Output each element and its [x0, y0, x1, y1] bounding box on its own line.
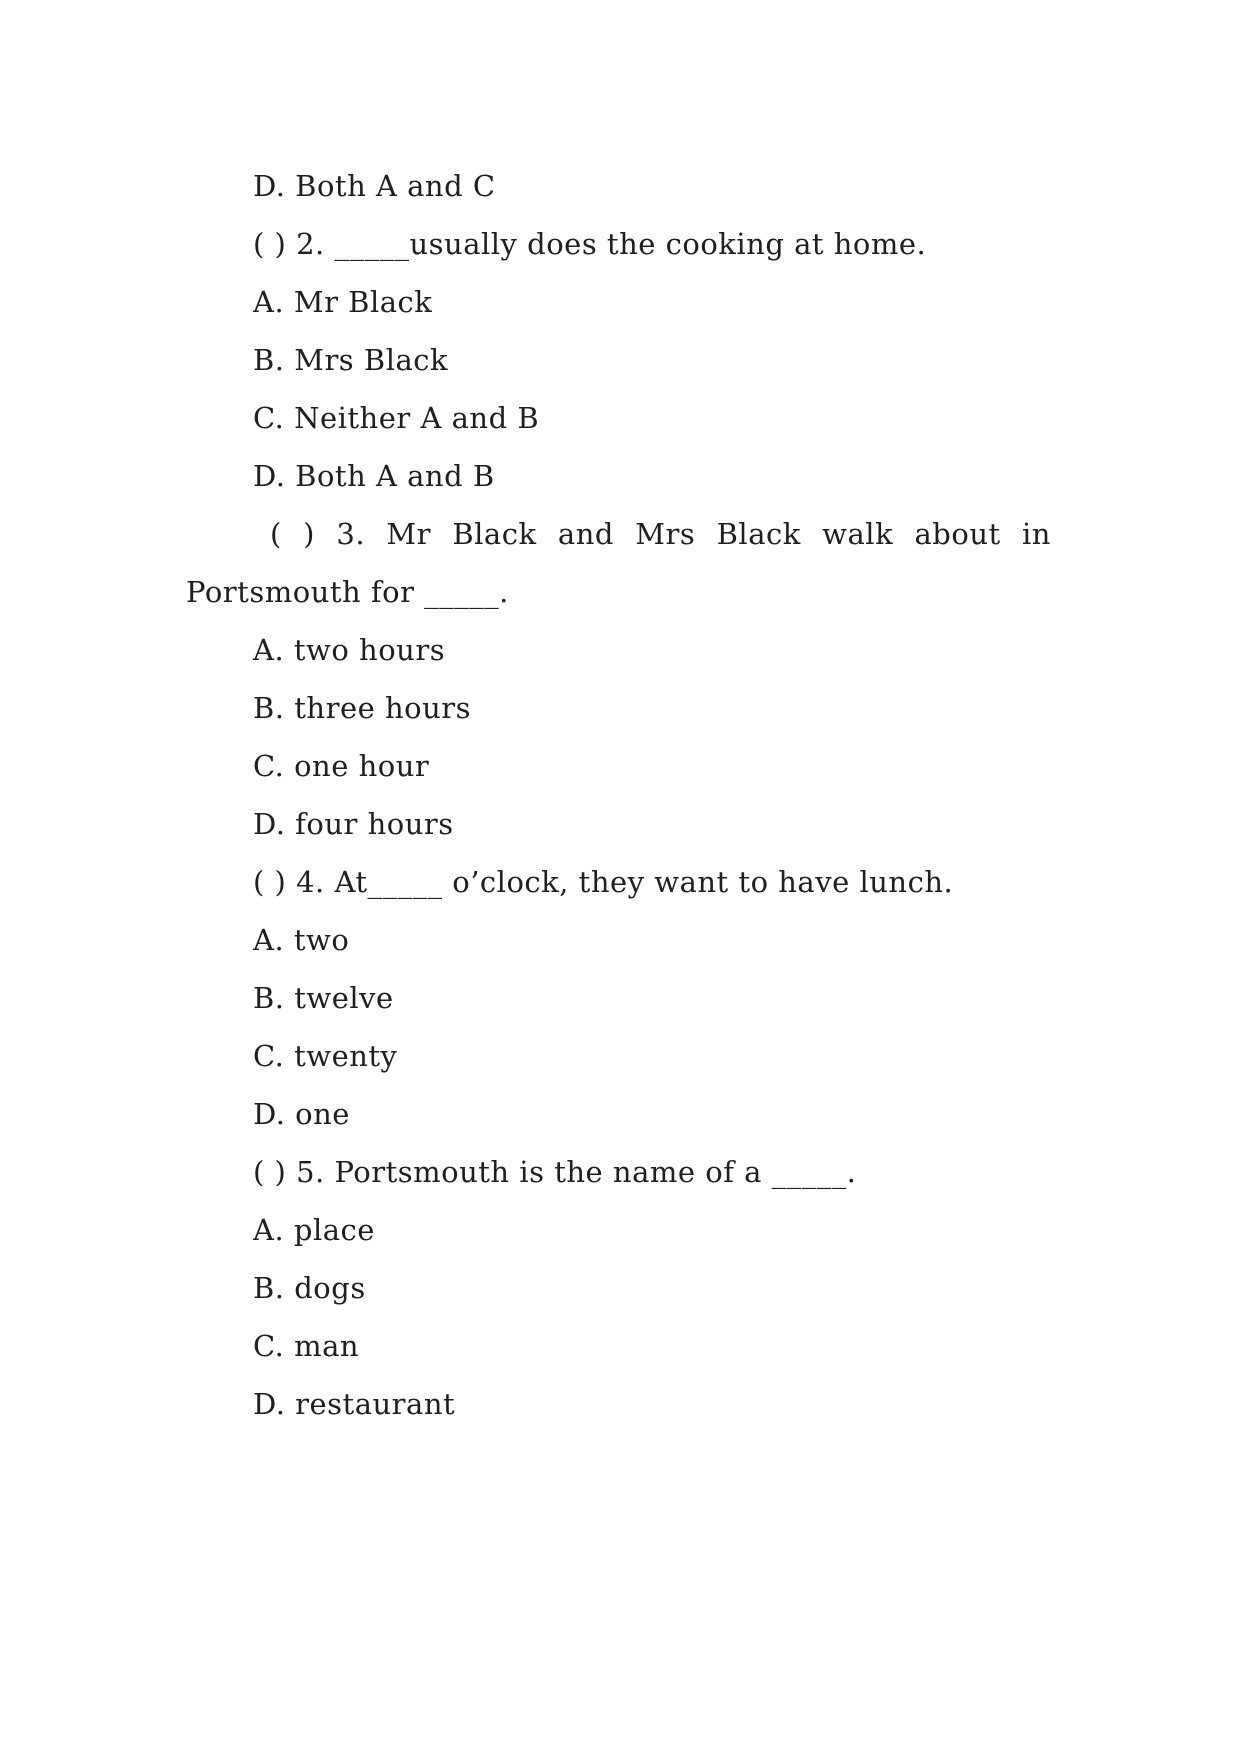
q4-option-a: A. two	[253, 923, 350, 957]
question-3-line-1: ( ) 3. Mr Black and Mrs Black walk about in	[270, 517, 1051, 551]
question-5: ( ) 5. Portsmouth is the name of a _____.	[253, 1155, 857, 1189]
q4-option-b: B. twelve	[253, 981, 394, 1015]
q3-option-c: C. one hour	[253, 749, 430, 783]
q2-option-b: B. Mrs Black	[253, 343, 449, 377]
q3-option-a: A. two hours	[253, 633, 446, 667]
q2-option-d: D. Both A and B	[253, 459, 495, 493]
q3-option-b: B. three hours	[253, 691, 472, 725]
q5-option-c: C. man	[253, 1329, 360, 1363]
q5-option-d: D. restaurant	[253, 1387, 456, 1421]
q1-option-d: D. Both A and C	[253, 169, 496, 203]
q2-option-a: A. Mr Black	[253, 285, 433, 319]
q5-option-a: A. place	[253, 1213, 375, 1247]
question-4: ( ) 4. At_____ o’clock, they want to have lunch.	[253, 865, 954, 899]
q2-option-c: C. Neither A and B	[253, 401, 540, 435]
question-3-line-2: Portsmouth for _____.	[186, 575, 509, 609]
q5-option-b: B. dogs	[253, 1271, 366, 1305]
q4-option-c: C. twenty	[253, 1039, 398, 1073]
q4-option-d: D. one	[253, 1097, 350, 1131]
q3-option-d: D. four hours	[253, 807, 454, 841]
question-2: ( ) 2. _____usually does the cooking at home.	[253, 227, 927, 261]
